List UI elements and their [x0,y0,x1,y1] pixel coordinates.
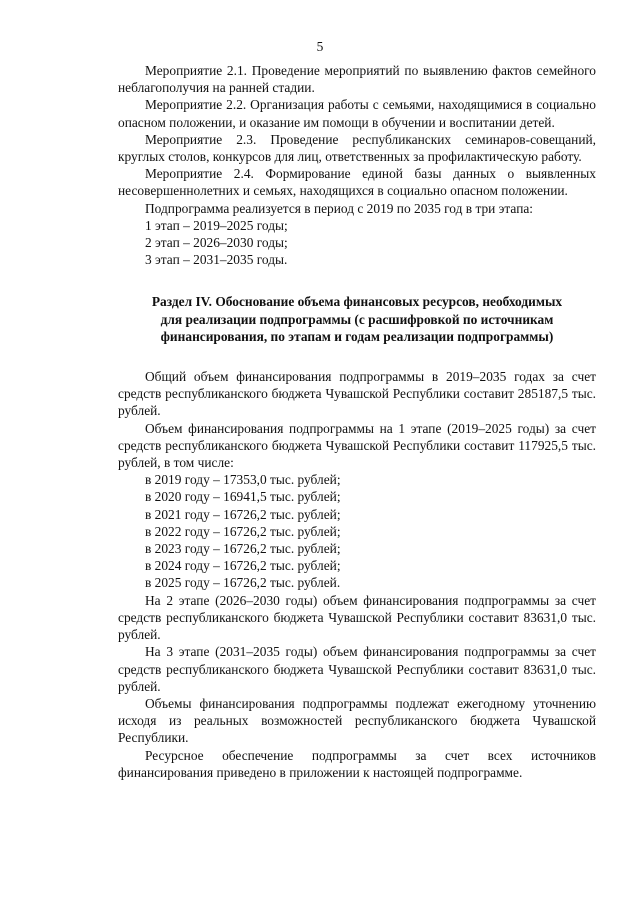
yearly-funding-item: в 2023 году – 16726,2 тыс. рублей; [145,541,341,557]
stages-list [118,217,596,269]
stage-item: 3 этап – 2031–2035 годы. [145,252,288,268]
stage3-funding-paragraph: На 3 этапе (2031–2035 годы) объем финансирования подпрограммы за счет средств республиканского бюджета Чувашской Республики составит 83631,0 тыс. рублей. [118,644,596,694]
section-heading-line: для реализации подпрограммы (с расшифровкой по источникам [160,311,554,327]
resource-support-paragraph: Ресурсное обеспечение подпрограммы за счет всех источников финансирования приведено в приложении к настоящей подпрограмме. [118,747,596,780]
section-heading [118,293,596,345]
annual-adjustment-paragraph: Объемы финансирования подпрограммы подлежат ежегодному уточнению исходя из реальных возможностей республиканского бюджета Чувашской Республики. [118,695,596,746]
stage-item: 2 этап – 2026–2030 годы; [145,235,288,251]
yearly-funding-item: в 2020 году – 16941,5 тыс. рублей; [145,489,341,505]
page-number: 5 [316,39,324,54]
stage2-funding-paragraph: На 2 этапе (2026–2030 годы) объем финансирования подпрограммы за счет средств республиканского бюджета Чувашской Республики составит 83631,0 тыс. рублей. [118,592,596,643]
yearly-funding-item: в 2021 году – 16726,2 тыс. рублей; [145,506,341,522]
yearly-funding-item: в 2022 году – 16726,2 тыс. рублей; [145,523,341,539]
yearly-funding-item: в 2024 году – 16726,2 тыс. рублей; [145,558,341,574]
yearly-funding-list [118,471,596,591]
section-heading-line: Раздел IV. Обоснование объема финансовых ресурсов, необходимых [151,294,563,310]
section-heading-line: финансирования, по этапам и годам реализации подпрограммы) [160,328,554,344]
measure-paragraph: Мероприятие 2.1. Проведение мероприятий по выявлению фактов семейного неблагополучия на ранней стадии. [118,63,596,96]
measure-paragraph: Мероприятие 2.4. Формирование единой базы данных о выявленных несовершеннолетних и семьях, находящихся в социально опасном положении. [118,166,596,199]
stage-item: 1 этап – 2019–2025 годы; [145,217,288,233]
total-funding-paragraph: Общий объем финансирования подпрограммы в 2019–2035 годах за счет средств республиканского бюджета Чувашской Республики составит 285187,5 тыс. рублей. [118,369,596,419]
measure-paragraph: Мероприятие 2.2. Организация работы с семьями, находящимися в социально опасном положении, и оказание им помощи в обучении и воспитании детей. [118,97,596,130]
yearly-funding-item: в 2025 году – 16726,2 тыс. рублей. [145,575,341,591]
stage1-funding-paragraph: Объем финансирования подпрограммы на 1 этапе (2019–2025 годы) за счет средств республиканского бюджета Чувашской Республики составит 117925,5 тыс. рублей, в том числе: [118,420,596,471]
page-content [118,62,596,781]
measure-paragraph: Мероприятие 2.3. Проведение республиканских семинаров-совещаний, круглых столов, конкурсов для лиц, ответственных за профилактическую работу. [118,131,596,165]
stages-intro: Подпрограмма реализуется в период с 2019 по 2035 год в три этапа: [145,200,534,216]
yearly-funding-item: в 2019 году – 17353,0 тыс. рублей; [145,472,341,488]
